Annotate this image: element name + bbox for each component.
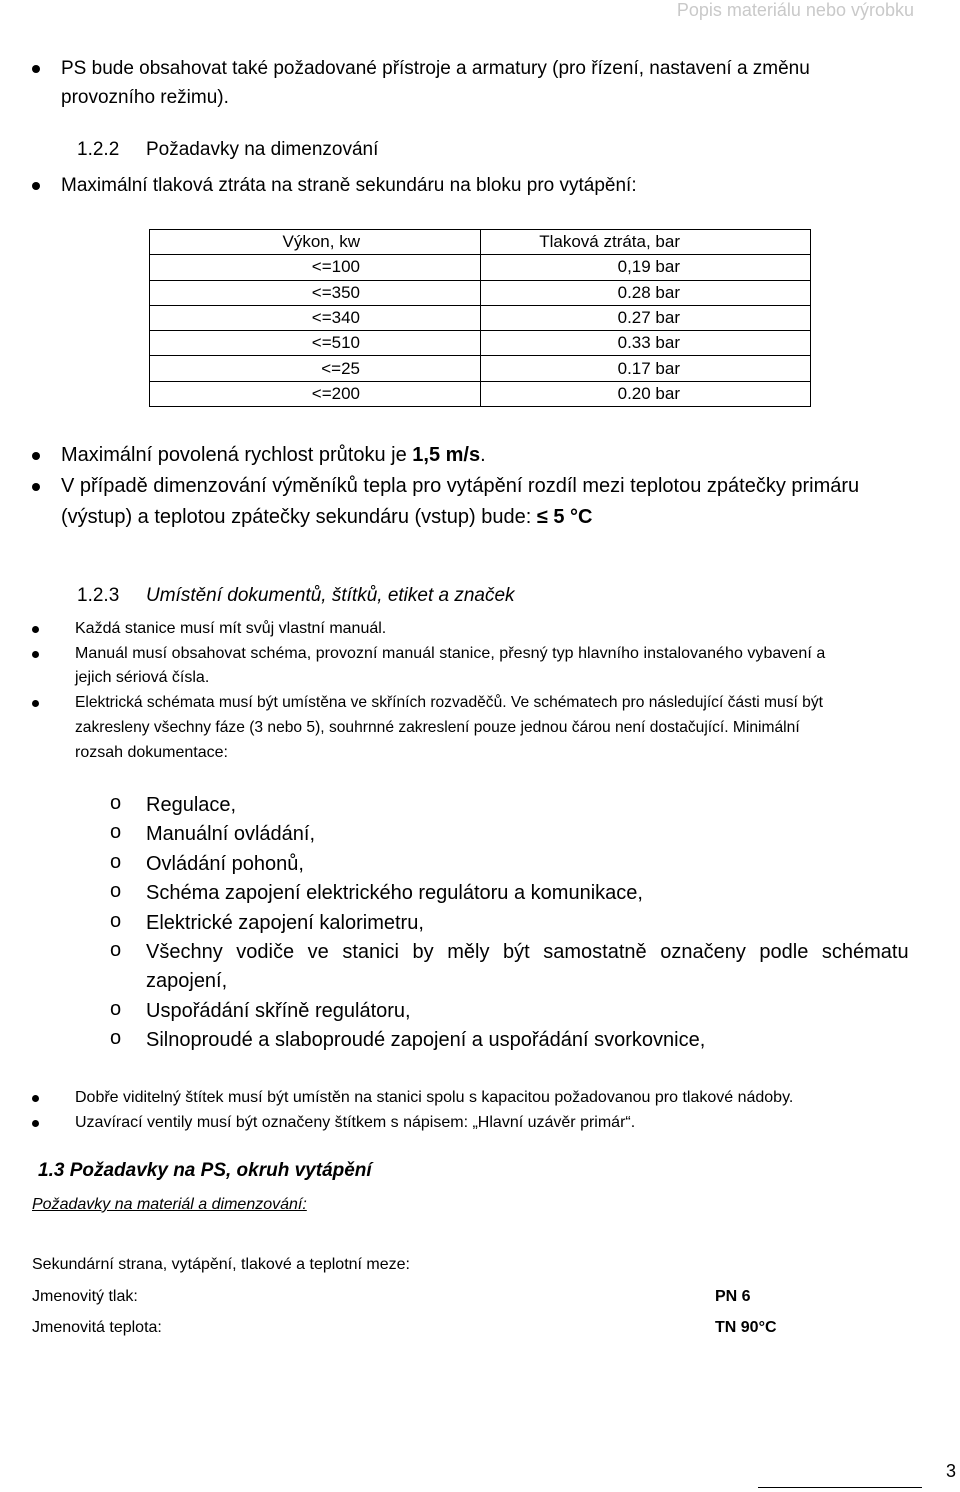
sublist-item: Silnoproudé a slaboproudé zapojení a uspořádání svorkovnice, <box>146 1029 706 1051</box>
nominal-pressure-label: Jmenovitý tlak: <box>32 1288 138 1305</box>
bullet-icon <box>32 651 39 658</box>
table-cell: 0.27 bar <box>481 305 811 330</box>
table-cell: <=25 <box>150 356 481 381</box>
manual-bullet-2-line1: Manuál musí obsahovat schéma, provozní manuál stanice, přesný typ hlavního instalovaného vybavení a <box>75 645 826 662</box>
table-header-loss: Tlaková ztráta, bar <box>481 230 811 255</box>
table-cell: 0.28 bar <box>481 280 811 305</box>
table-cell: <=510 <box>150 331 481 356</box>
bullet-text-4-line1: V případě dimenzování výměníků tepla pro vytápění rozdíl mezi teplotou zpátečky primáru <box>61 475 860 497</box>
heading-1-3: 1.3 Požadavky na PS, okruh vytápění <box>38 1160 372 1181</box>
bullet-text-3 <box>61 441 486 470</box>
subheading-material: Požadavky na materiál a dimenzování: <box>32 1196 307 1213</box>
table-row <box>150 280 811 305</box>
sublist-marker: o <box>110 910 122 932</box>
sublist-item: Všechny vodiče ve stanici by měly být samostatně označeny podle schématu <box>146 941 909 963</box>
bullet-text-1-line1: PS bude obsahovat také požadované přístroje a armatury (pro řízení, nastavení a změnu <box>61 58 810 79</box>
table-header-row <box>150 230 811 255</box>
table-row <box>150 305 811 330</box>
bullet-icon <box>32 65 40 73</box>
table-row <box>150 255 811 280</box>
nominal-temperature-value: TN 90°C <box>715 1319 777 1336</box>
table-row <box>150 356 811 381</box>
heading-1-2-2-number: 1.2.2 <box>77 139 120 160</box>
nominal-pressure-value: PN 6 <box>715 1288 751 1305</box>
page-number: 3 <box>945 1461 956 1481</box>
table-row <box>150 381 811 406</box>
table-cell: <=340 <box>150 305 481 330</box>
pressure-loss-table <box>149 229 811 407</box>
nominal-temperature-label: Jmenovitá teplota: <box>32 1319 162 1336</box>
sublist-item: Uspořádání skříně regulátoru, <box>146 1000 411 1022</box>
bullet-text-2: Maximální tlaková ztráta na straně sekundáru na bloku pro vytápění: <box>61 175 637 196</box>
heading-1-2-3-number: 1.2.3 <box>77 585 120 606</box>
bullet-icon <box>32 626 39 633</box>
table-row <box>150 331 811 356</box>
bullet-text-4-line2-pre: (výstup) a teplotou zpátečky sekundáru (vstup) bude: <box>61 506 537 528</box>
label-bullet-1: Dobře viditelný štítek musí být umístěn na stanici spolu s kapacitou požadovanou pro tlakové nádoby. <box>75 1089 794 1106</box>
footer-line <box>758 1487 922 1488</box>
manual-bullet-3-line3: rozsah dokumentace: <box>75 744 228 761</box>
sublist-marker: o <box>110 998 122 1020</box>
manual-bullet-3-line2: zakresleny všechny fáze (3 nebo 5), souhrnné zakreslení pouze jednou čárou není dostačující. Minimální <box>75 719 800 736</box>
secondary-side-line: Sekundární strana, vytápění, tlakové a teplotní meze: <box>32 1256 410 1273</box>
sublist-marker: o <box>110 1027 122 1049</box>
table-cell: 0.17 bar <box>481 356 811 381</box>
sublist-item: Manuální ovládání, <box>146 823 316 845</box>
sublist-item-continuation: zapojení, <box>146 970 228 992</box>
bullet-icon <box>32 452 40 460</box>
sublist-item: Elektrické zapojení kalorimetru, <box>146 912 424 934</box>
sublist-marker: o <box>110 792 122 814</box>
header-title: Popis materiálu nebo výrobku <box>676 0 914 20</box>
sublist-marker: o <box>110 821 122 843</box>
bullet-icon <box>32 182 40 190</box>
manual-bullet-3-line1: Elektrická schémata musí být umístěna ve skříních rozvaděčů. Ve schématech pro následující části musí být <box>75 694 823 711</box>
bullet-icon <box>32 1120 39 1127</box>
heading-1-2-3-text: Umístění dokumentů, štítků, etiket a značek <box>146 585 515 606</box>
sublist-marker: o <box>110 851 122 873</box>
bullet-text-3-post: . <box>480 444 486 466</box>
table-cell: 0.33 bar <box>481 331 811 356</box>
flow-speed-value: 1,5 m/s <box>412 444 481 466</box>
sublist-item: Schéma zapojení elektrického regulátoru a komunikace, <box>146 882 643 904</box>
label-bullet-2: Uzavírací ventily musí být označeny štítkem s nápisem: „Hlavní uzávěr primár“. <box>75 1114 636 1131</box>
table-cell: 0.20 bar <box>481 381 811 406</box>
sublist-marker: o <box>110 880 122 902</box>
table-cell: <=200 <box>150 381 481 406</box>
sublist-item: Regulace, <box>146 794 237 816</box>
manual-bullet-1: Každá stanice musí mít svůj vlastní manuál. <box>75 620 387 637</box>
bullet-text-3-pre: Maximální povolená rychlost průtoku je <box>61 444 413 466</box>
bullet-icon <box>32 700 39 707</box>
table-cell: <=350 <box>150 280 481 305</box>
bullet-icon <box>32 1095 39 1102</box>
heading-1-2-2-text: Požadavky na dimenzování <box>146 139 379 160</box>
table-cell: 0,19 bar <box>481 255 811 280</box>
temperature-diff-value: ≤ 5 °C <box>536 506 593 528</box>
bullet-text-4-line2 <box>61 503 592 532</box>
bullet-icon <box>32 483 40 491</box>
sublist-item: Ovládání pohonů, <box>146 853 304 875</box>
sublist-marker: o <box>110 939 122 961</box>
manual-bullet-2-line2: jejich sériová čísla. <box>75 669 210 686</box>
bullet-text-1-line2: provozního režimu). <box>61 87 229 108</box>
table-cell: <=100 <box>150 255 481 280</box>
table-header-power: Výkon, kw <box>150 230 481 255</box>
